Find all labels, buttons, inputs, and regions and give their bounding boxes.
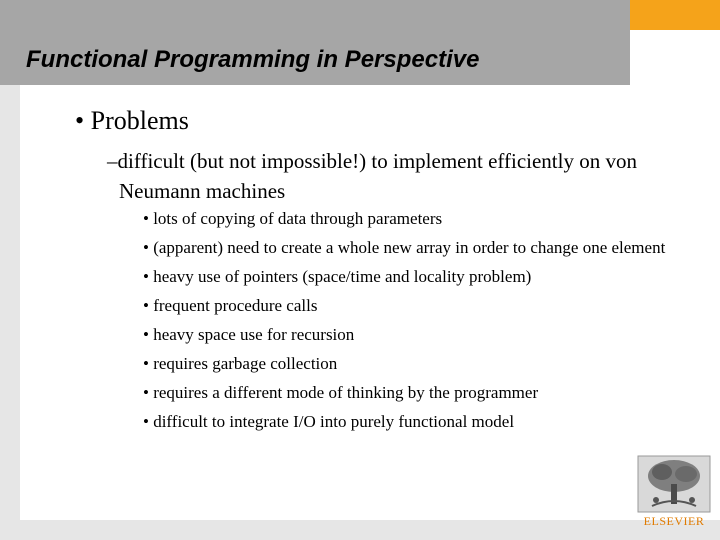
detail-item: • frequent procedure calls (143, 296, 318, 315)
elsevier-logo (636, 454, 712, 530)
sub-bullet-difficult: –difficult (but not impossible!) to implement efficiently on von Neumann machines (107, 149, 637, 203)
detail-item: • heavy use of pointers (space/time and locality problem) (143, 267, 532, 286)
detail-item: • lots of copying of data through parameters (143, 209, 443, 228)
detail-item: • requires garbage collection (143, 354, 338, 373)
detail-list (143, 207, 673, 439)
elsevier-tree-icon (636, 454, 712, 514)
slide-title: Functional Programming in Perspective (26, 46, 480, 73)
detail-item: • requires a different mode of thinking by the programmer (143, 383, 539, 402)
elsevier-wordmark: ELSEVIER (643, 514, 705, 528)
detail-item: • heavy space use for recursion (143, 325, 355, 344)
bullet-problems: • Problems (75, 106, 189, 135)
detail-item: • difficult to integrate I/O into purely functional model (143, 412, 515, 431)
detail-item: • (apparent) need to create a whole new array in order to change one element (143, 238, 666, 257)
